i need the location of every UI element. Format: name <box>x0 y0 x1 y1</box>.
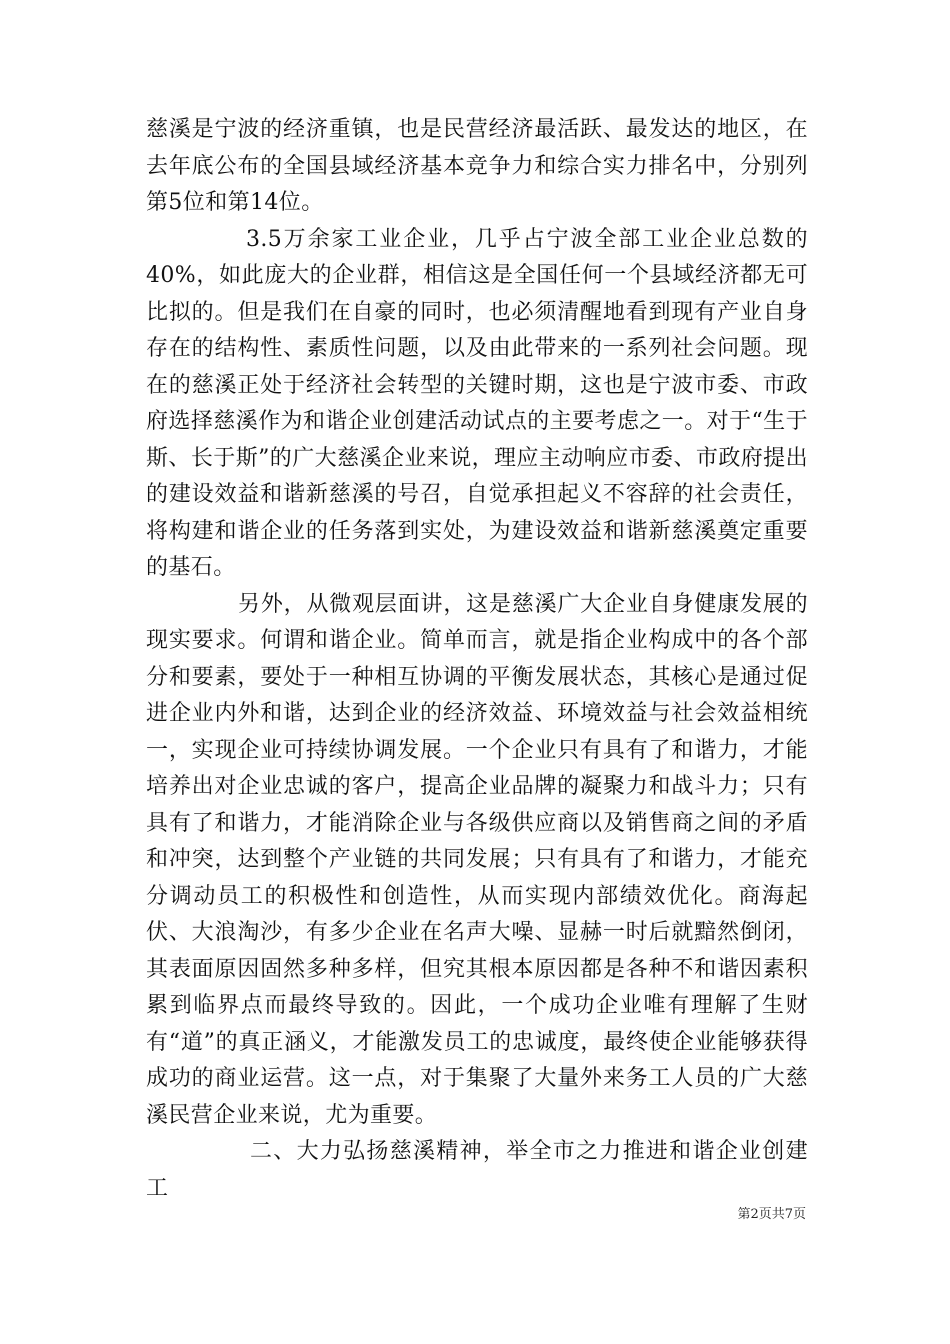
paragraph-1: 慈溪是宁波的经济重镇，也是民营经济最活跃、最发达的地区，在去年底公布的全国县域经济基本竞争力和综合实力排名中，分别列第5位和第14位。 <box>146 117 808 215</box>
paragraph-2: 3.5万余家工业企业，几乎占宁波全部工业企业总数的40%，如此庞大的企业群，相信这是全国任何一个县域经济都无可比拟的。但是我们在自豪的同时，也必须清醒地看到现有产业自身存在的结构性、素质性问题，以及由此带来的一系列社会问题。现在的慈溪正处于经济社会转型的关键时期，这也是宁波市委、市政府选择慈溪作为和谐企业创建活动试点的主要考虑之一。对于“生于斯、长于斯”的广大慈溪企业来说，理应主动响应市委、市政府提出的建设效益和谐新慈溪的号召，自觉承担起义不容辞的社会责任，将构建和谐企业的任务落到实处，为建设效益和谐新慈溪奠定重要的基石。 <box>146 226 808 580</box>
paragraph-3: 另外，从微观层面讲，这是慈溪广大企业自身健康发展的现实要求。何谓和谐企业。简单而言，就是指企业构成中的各个部分和要素，要处于一种相互协调的平衡发展状态，其核心是通过促进企业内外和谐，达到企业的经济效益、环境效益与社会效益相统一，实现企业可持续协调发展。一个企业只有具有了和谐力，才能培养出对企业忠诚的客户，提高企业品牌的凝聚力和战斗力；只有具有了和谐力，才能消除企业与各级供应商以及销售商之间的矛盾和冲突，达到整个产业链的共同发展；只有具有了和谐力，才能充分调动员工的积极性和创造性，从而实现内部绩效优化。商海起伏、大浪淘沙，有多少企业在名声大噪、显赫一时后就黯然倒闭，其表面原因固然多种多样，但究其根本原因都是各种不和谐因素积累到临界点而最终导致的。因此，一个成功企业唯有理解了生财有“道”的真正涵义，才能激发员工的忠诚度，最终使企业能够获得成功的商业运营。这一点，对于集聚了大量外来务工人员的广大慈溪民营企业来说，尤为重要。 <box>146 591 808 1128</box>
body-text <box>146 112 808 1207</box>
page-number: 第2页共7页 <box>737 1207 806 1222</box>
section-heading: 二、大力弘扬慈溪精神，举全市之力推进和谐企业创建工 <box>146 1139 808 1201</box>
